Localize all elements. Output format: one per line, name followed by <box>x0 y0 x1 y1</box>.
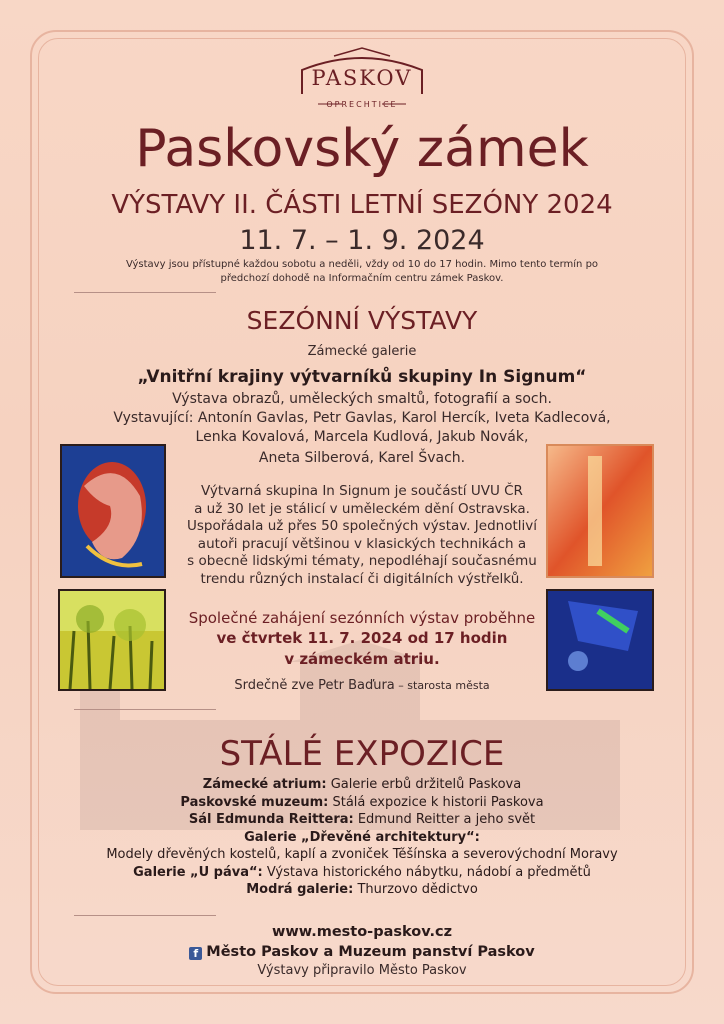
item-label: Sál Edmunda Reittera: <box>188 812 354 827</box>
about-line: s obecně lidskými tématy, nepodléhají současnému <box>187 553 537 569</box>
item-text: Galerie erbů držitelů Paskova <box>326 777 522 792</box>
permanent-item <box>0 881 724 899</box>
website-link[interactable]: www.mesto-paskov.cz <box>271 924 453 940</box>
opening-hours-line1: Výstavy jsou přístupné každou sobotu a neděli, vždy od 10 do 17 hodin. Mimo tento termín po <box>125 259 599 270</box>
permanent-item <box>0 864 724 882</box>
opening-line-2: ve čtvrtek 11. 7. 2024 od 17 hodin <box>216 629 508 647</box>
seasonal-heading: SEZÓNNÍ VÝSTAVY <box>246 306 478 335</box>
item-text: Edmund Reitter a jeho svět <box>353 812 536 827</box>
page-title: Paskovský zámek <box>135 119 589 179</box>
permanent-heading: STÁLÉ EXPOZICE <box>219 734 505 774</box>
invite-role: – starosta města <box>394 679 490 692</box>
about-line: trendu různých instalací či digitálních výstřelků. <box>200 570 524 587</box>
permanent-item <box>0 776 724 794</box>
credit: Výstavy připravilo Město Paskov <box>257 963 467 978</box>
exhibition-desc-3: Lenka Kovalová, Marcela Kudlová, Jakub Novák, <box>195 429 529 445</box>
exhibition-title: „Vnitřní krajiny výtvarníků skupiny In Signum“ <box>137 367 587 387</box>
permanent-item <box>0 811 724 829</box>
facebook-label: Město Paskov a Muzeum panství Paskov <box>206 944 535 960</box>
about-line: Uspořádala už přes 50 společných výstav. Jednotliví <box>186 518 538 534</box>
artwork-yellow-trees <box>58 589 166 691</box>
seasonal-venue: Zámecké galerie <box>307 344 417 359</box>
item-label: Galerie „U páva“: <box>133 864 263 880</box>
item-label: Zámecké atrium: <box>202 777 327 792</box>
logo-name: PASKOV <box>311 66 413 90</box>
item-label: Modrá galerie: <box>246 882 354 897</box>
logo-subtitle: OPRECHTICE <box>326 100 398 109</box>
artwork-orange-abstract <box>546 444 654 578</box>
exhibition-desc-1: Výstava obrazů, uměleckých smaltů, fotografií a soch. <box>172 391 552 407</box>
exhibition-desc-4: Aneta Silberová, Karel Švach. <box>258 450 466 466</box>
item-label: Paskovské muzeum: <box>180 794 329 810</box>
divider <box>74 292 216 293</box>
about-line: a už 30 let je stálicí v uměleckém dění Ostravska. <box>194 500 530 517</box>
paskov-logo <box>282 44 442 116</box>
opening-hours-line2: předchozí dohodě na Informačním centru zámek Paskov. <box>220 273 504 284</box>
wood-detail: Modely dřevěných kostelů, kaplí a zvoniček Těšínska a severovýchodní Moravy <box>106 847 618 862</box>
opening-line-3: v zámeckém atriu. <box>284 650 440 668</box>
divider <box>74 709 216 710</box>
about-line: autoři pracují většinou v klasických technikách a <box>197 535 527 552</box>
about-line: Výtvarná skupina In Signum je součástí UVU ČR <box>201 483 523 499</box>
artwork-blue-abstract <box>546 589 654 691</box>
season-subtitle: VÝSTAVY II. ČÁSTI LETNÍ SEZÓNY 2024 <box>111 190 613 220</box>
exhibition-dates: 11. 7. – 1. 9. 2024 <box>239 225 485 256</box>
item-label: Galerie „Dřevěné architektury“: <box>244 829 480 845</box>
opening-line-1: Společné zahájení sezónních výstav proběhne <box>188 609 536 627</box>
item-text: Výstava historického nábytku, nádobí a předmětů <box>262 864 591 880</box>
facebook-icon: f <box>189 947 202 960</box>
item-text: Stálá expozice k historii Paskova <box>328 794 544 810</box>
exhibition-desc-2: Vystavující: Antonín Gavlas, Petr Gavlas, Karol Hercík, Iveta Kadlecová, <box>113 410 611 426</box>
artwork-figure-painting <box>60 444 166 578</box>
divider <box>74 915 216 916</box>
permanent-item <box>0 829 724 847</box>
permanent-item <box>0 794 724 812</box>
permanent-list <box>0 776 724 899</box>
invite-text: Srdečně zve Petr Baďura <box>234 678 395 693</box>
facebook-link[interactable] <box>0 942 724 962</box>
item-text: Thurzovo dědictvo <box>353 882 478 897</box>
